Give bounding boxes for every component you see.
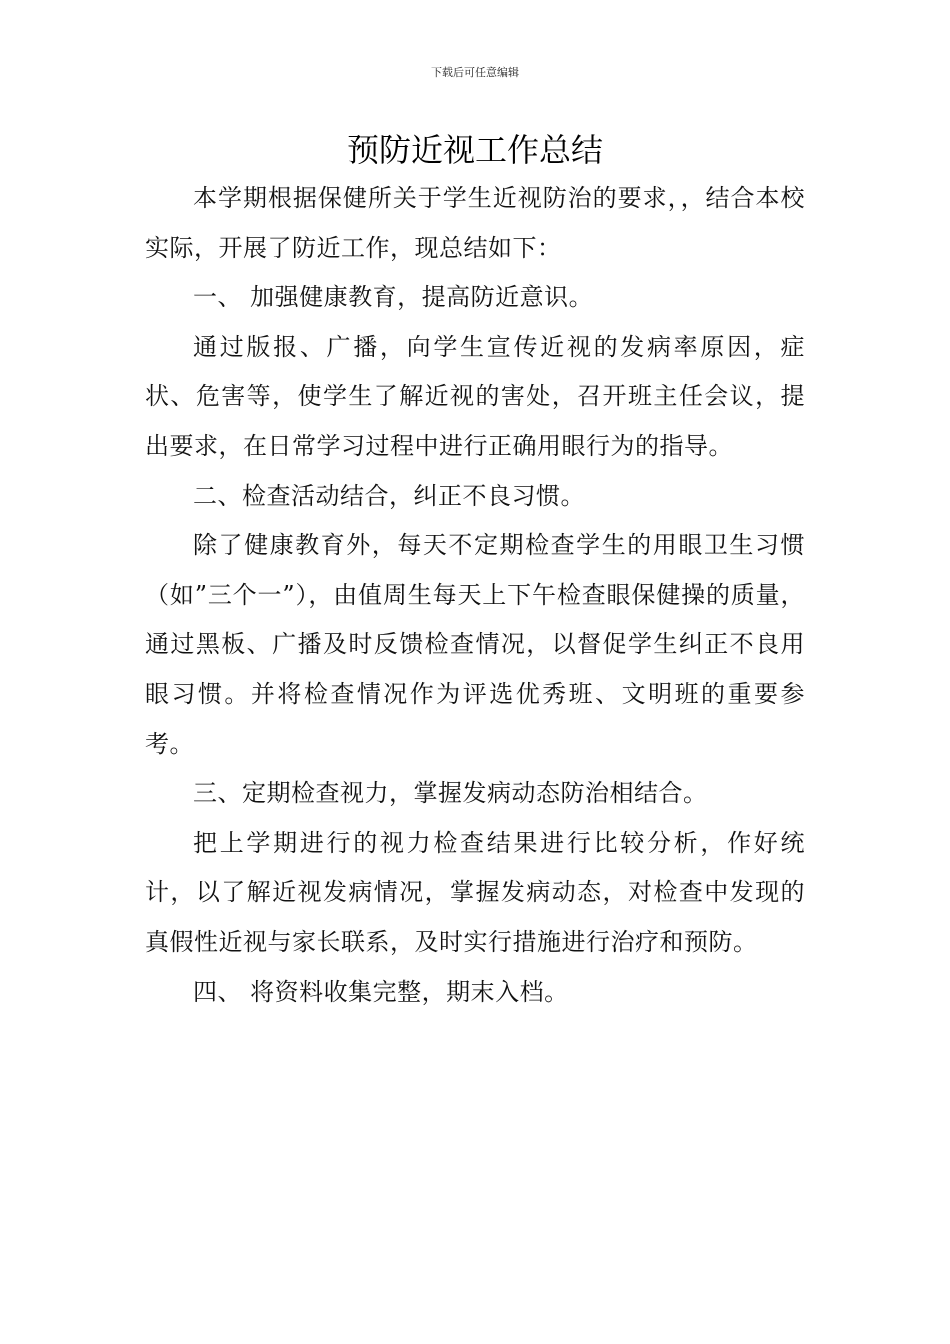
section-paragraph-2: 除了健康教育外，每天不定期检查学生的用眼卫生习惯（如”三个一”），由值周生每天上下午检查眼保健操的质量，通过黑板、广播及时反馈检查情况，以督促学生纠正不良用眼习惯。并将检查情况作为评选优秀班、文明班的重要参考。 <box>145 531 805 758</box>
section-heading-4: 四、 将资料收集完整，期末入档。 <box>193 977 569 1006</box>
header-note: 下载后可任意编辑 <box>431 66 519 79</box>
section-paragraph-1: 通过版报、广播，向学生宣传近视的发病率原因，症状、危害等，使学生了解近视的害处，召开班主任会议，提出要求，在日常学习过程中进行正确用眼行为的指导。 <box>145 332 805 460</box>
section-heading-1: 一、 加强健康教育，提高防近意识。 <box>193 283 594 312</box>
document-body <box>145 174 805 1017</box>
document-title: 预防近视工作总结 <box>346 131 603 169</box>
section-heading-3: 三、定期检查视力，掌握发病动态防治相结合。 <box>193 779 708 808</box>
section-heading-2: 二、检查活动结合，纠正不良习惯。 <box>193 481 585 510</box>
intro-paragraph: 本学期根据保健所关于学生近视防治的要求，，结合本校实际，开展了防近工作，现总结如下： <box>145 184 805 262</box>
section-paragraph-3: 把上学期进行的视力检查结果进行比较分析，作好统计，以了解近视发病情况，掌握发病动态，对检查中发现的真假性近视与家长联系，及时实行措施进行治疗和预防。 <box>145 828 805 956</box>
